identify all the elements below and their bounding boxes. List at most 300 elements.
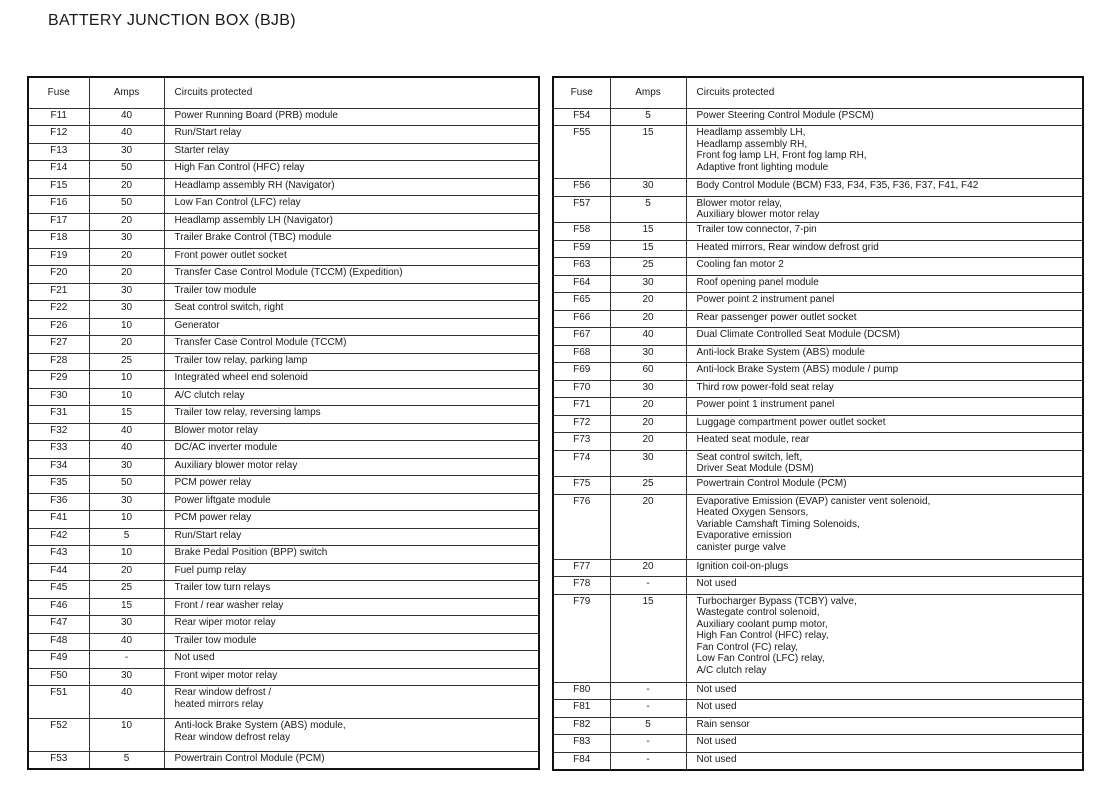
circuits-cell xyxy=(164,616,539,634)
circuit-line: Headlamp assembly RH (Navigator) xyxy=(174,179,335,191)
fuse-cell: F71 xyxy=(553,398,610,416)
table-row xyxy=(553,179,1083,197)
fuse-cell: F45 xyxy=(28,581,89,599)
amps-cell: 20 xyxy=(610,293,686,311)
amps-cell: 20 xyxy=(89,563,164,581)
table-row xyxy=(553,328,1083,346)
circuits-cell xyxy=(164,651,539,669)
circuit-line: Headlamp assembly LH (Navigator) xyxy=(174,214,333,226)
fuse-cell: F44 xyxy=(28,563,89,581)
fuse-cell: F83 xyxy=(553,735,610,753)
amps-cell: 30 xyxy=(610,380,686,398)
table-row xyxy=(28,248,539,266)
amps-cell: 5 xyxy=(89,528,164,546)
amps-cell: 50 xyxy=(89,196,164,214)
circuit-line: Front wiper motor relay xyxy=(174,669,278,681)
table-row xyxy=(553,363,1083,381)
circuit-line: Rear wiper motor relay xyxy=(174,617,276,628)
table-row xyxy=(553,310,1083,328)
fuse-cell: F51 xyxy=(28,686,89,719)
circuits-cell xyxy=(164,318,539,336)
table-row xyxy=(28,441,539,459)
circuits-cell xyxy=(686,717,1083,735)
table-row xyxy=(553,494,1083,559)
circuits-cell xyxy=(686,594,1083,682)
circuit-line: Headlamp assembly RH, xyxy=(696,138,808,150)
circuit-line: Auxiliary blower motor relay xyxy=(174,459,298,471)
amps-cell: 40 xyxy=(610,328,686,346)
circuit-line: Front power outlet socket xyxy=(174,249,287,261)
circuits-cell xyxy=(686,752,1083,770)
amps-cell: 50 xyxy=(89,476,164,494)
fuse-cell: F32 xyxy=(28,423,89,441)
table-row xyxy=(28,231,539,249)
amps-cell: 30 xyxy=(610,450,686,477)
amps-cell: 10 xyxy=(89,719,164,752)
amps-cell: 40 xyxy=(89,441,164,459)
amps-cell: 20 xyxy=(610,398,686,416)
circuit-line: Driver Seat Module (DSM) xyxy=(696,463,814,474)
table-row xyxy=(28,301,539,319)
amps-cell: 20 xyxy=(89,336,164,354)
fuse-cell: F52 xyxy=(28,719,89,752)
circuits-cell xyxy=(686,415,1083,433)
table-row xyxy=(28,406,539,424)
amps-cell: 30 xyxy=(610,275,686,293)
table-row xyxy=(28,476,539,494)
circuits-cell xyxy=(164,581,539,599)
circuit-line: Trailer tow relay, parking lamp xyxy=(174,354,308,366)
table-row xyxy=(28,108,539,126)
amps-cell: 30 xyxy=(89,616,164,634)
table-row xyxy=(28,143,539,161)
circuit-line: A/C clutch relay xyxy=(174,389,245,401)
amps-cell: 15 xyxy=(89,598,164,616)
amps-cell: - xyxy=(89,651,164,669)
circuit-line: DC/AC inverter module xyxy=(174,442,278,453)
fuse-cell: F26 xyxy=(28,318,89,336)
circuit-line: Cooling fan motor 2 xyxy=(696,259,784,270)
circuit-line: Front fog lamp LH, Front fog lamp RH, xyxy=(696,150,867,161)
table-row xyxy=(553,735,1083,753)
circuit-line: Not used xyxy=(696,701,737,712)
circuit-line: Headlamp assembly LH, xyxy=(696,127,806,138)
table-row xyxy=(28,719,539,752)
circuits-cell xyxy=(164,283,539,301)
amps-cell: 25 xyxy=(610,258,686,276)
amps-cell: - xyxy=(610,682,686,700)
fuse-cell: F17 xyxy=(28,213,89,231)
amps-cell: 30 xyxy=(89,283,164,301)
table-row xyxy=(28,388,539,406)
circuits-cell xyxy=(164,231,539,249)
amps-cell: 10 xyxy=(89,318,164,336)
fuse-cell: F74 xyxy=(553,450,610,477)
circuits-cell xyxy=(164,196,539,214)
amps-cell: 50 xyxy=(89,161,164,179)
fuse-cell: F84 xyxy=(553,752,610,770)
table-row xyxy=(553,477,1083,495)
table-row xyxy=(28,546,539,564)
circuits-cell xyxy=(686,179,1083,197)
fuse-cell: F59 xyxy=(553,240,610,258)
circuits-cell xyxy=(164,476,539,494)
amps-cell: 40 xyxy=(89,423,164,441)
amps-cell: 15 xyxy=(610,126,686,179)
amps-cell: 10 xyxy=(89,388,164,406)
circuit-line: Trailer tow connector, 7-pin xyxy=(696,224,817,235)
table-row xyxy=(553,559,1083,577)
circuits-cell xyxy=(164,458,539,476)
amps-cell: - xyxy=(610,752,686,770)
circuit-line: Blower motor relay xyxy=(174,424,258,436)
amps-cell: 40 xyxy=(89,126,164,144)
fuse-cell: F73 xyxy=(553,433,610,451)
circuits-cell xyxy=(164,633,539,651)
fuse-cell: F33 xyxy=(28,441,89,459)
circuit-line: Rear window defrost relay xyxy=(174,731,291,743)
table-row xyxy=(28,458,539,476)
circuits-cell xyxy=(686,328,1083,346)
fuse-cell: F69 xyxy=(553,363,610,381)
fuse-cell: F30 xyxy=(28,388,89,406)
circuit-line: Brake Pedal Position (BPP) switch xyxy=(174,547,328,558)
circuit-line: Trailer Brake Control (TBC) module xyxy=(174,232,332,243)
amps-cell: 20 xyxy=(89,248,164,266)
circuits-cell xyxy=(164,423,539,441)
amps-cell: 20 xyxy=(610,433,686,451)
fuse-cell: F41 xyxy=(28,511,89,529)
fuse-cell: F28 xyxy=(28,353,89,371)
circuits-cell xyxy=(164,301,539,319)
amps-cell: 20 xyxy=(89,213,164,231)
circuits-cell xyxy=(164,126,539,144)
fuse-cell: F14 xyxy=(28,161,89,179)
fuse-cell: F68 xyxy=(553,345,610,363)
circuits-cell xyxy=(686,293,1083,311)
fuse-cell: F22 xyxy=(28,301,89,319)
circuits-cell xyxy=(164,686,539,719)
table-row xyxy=(553,682,1083,700)
table-row xyxy=(553,258,1083,276)
circuit-line: Fan Control (FC) relay, xyxy=(696,641,799,653)
fuse-cell: F20 xyxy=(28,266,89,284)
circuits-cell xyxy=(164,668,539,686)
circuits-cell xyxy=(164,406,539,424)
table-row xyxy=(28,336,539,354)
amps-cell: 20 xyxy=(610,559,686,577)
fuse-cell: F31 xyxy=(28,406,89,424)
circuit-line: Heated mirrors, Rear window defrost grid xyxy=(696,241,879,253)
fuse-cell: F81 xyxy=(553,700,610,718)
amps-cell: 40 xyxy=(89,633,164,651)
table-row xyxy=(553,293,1083,311)
circuits-cell xyxy=(686,577,1083,595)
circuit-line: Starter relay xyxy=(174,144,229,156)
circuit-line: High Fan Control (HFC) relay, xyxy=(696,630,829,641)
circuit-line: Transfer Case Control Module (TCCM) (Expedition) xyxy=(174,267,403,278)
table-row xyxy=(28,178,539,196)
circuits-cell xyxy=(164,719,539,752)
circuits-cell xyxy=(164,266,539,284)
circuit-line: Trailer tow module xyxy=(174,284,257,296)
circuit-line: Run/Start relay xyxy=(174,127,242,138)
table-row xyxy=(28,528,539,546)
fuse-cell: F54 xyxy=(553,108,610,126)
fuse-cell: F19 xyxy=(28,248,89,266)
fuse-cell: F29 xyxy=(28,371,89,389)
circuit-line: Heated seat module, rear xyxy=(696,434,810,445)
circuit-line: Variable Camshaft Timing Solenoids, xyxy=(696,518,860,530)
amps-cell: 5 xyxy=(89,752,164,770)
table-row xyxy=(553,717,1083,735)
table-row xyxy=(28,633,539,651)
circuits-cell xyxy=(686,258,1083,276)
table-row xyxy=(28,581,539,599)
circuit-line: heated mirrors relay xyxy=(174,698,264,710)
fuse-cell: F13 xyxy=(28,143,89,161)
fuse-column-header: Fuse xyxy=(28,77,89,108)
circuits-cell xyxy=(686,559,1083,577)
circuit-line: Low Fan Control (LFC) relay xyxy=(174,197,301,208)
fuse-cell: F21 xyxy=(28,283,89,301)
fuse-cell: F64 xyxy=(553,275,610,293)
amps-cell: 10 xyxy=(89,546,164,564)
amps-cell: 30 xyxy=(89,143,164,161)
circuit-line: Run/Start relay xyxy=(174,529,242,541)
circuit-line: canister purge valve xyxy=(696,541,786,553)
circuit-line: Not used xyxy=(174,652,215,663)
table-row xyxy=(28,651,539,669)
table-row xyxy=(28,563,539,581)
amps-cell: 30 xyxy=(610,345,686,363)
fuse-cell: F36 xyxy=(28,493,89,511)
table-row xyxy=(553,196,1083,223)
amps-column-header: Amps xyxy=(610,77,686,108)
circuit-line: Low Fan Control (LFC) relay, xyxy=(696,653,825,664)
table-row xyxy=(28,511,539,529)
fuse-cell: F43 xyxy=(28,546,89,564)
circuit-line: Generator xyxy=(174,319,220,331)
circuits-cell xyxy=(164,563,539,581)
circuit-line: PCM power relay xyxy=(174,477,252,488)
circuits-column-header: Circuits protected xyxy=(686,77,1083,108)
table-row xyxy=(28,598,539,616)
circuit-line: Evaporative Emission (EVAP) canister vent solenoid, xyxy=(696,495,931,507)
circuit-line: Power point 1 instrument panel xyxy=(696,399,835,410)
table-row xyxy=(28,752,539,770)
fuse-cell: F34 xyxy=(28,458,89,476)
table-row xyxy=(28,353,539,371)
table-row xyxy=(553,752,1083,770)
circuits-cell xyxy=(164,336,539,354)
fuse-cell: F72 xyxy=(553,415,610,433)
fuse-cell: F35 xyxy=(28,476,89,494)
table-row xyxy=(553,433,1083,451)
circuit-line: Blower motor relay, xyxy=(696,197,782,209)
amps-cell: 15 xyxy=(610,594,686,682)
circuits-cell xyxy=(686,363,1083,381)
amps-cell: 20 xyxy=(89,266,164,284)
table-row xyxy=(553,577,1083,595)
amps-cell: 20 xyxy=(610,415,686,433)
circuits-cell xyxy=(164,371,539,389)
circuit-line: Transfer Case Control Module (TCCM) xyxy=(174,337,347,348)
fuse-cell: F57 xyxy=(553,196,610,223)
amps-cell: 30 xyxy=(89,231,164,249)
circuit-line: Ignition coil-on-plugs xyxy=(696,560,789,572)
circuit-line: Body Control Module (BCM) F33, F34, F35, F36, F37, F41, F42 xyxy=(696,180,979,191)
circuits-cell xyxy=(164,528,539,546)
fuse-cell: F70 xyxy=(553,380,610,398)
table-row xyxy=(553,594,1083,682)
circuit-line: Evaporative emission xyxy=(696,530,792,541)
table-row xyxy=(28,213,539,231)
circuits-cell xyxy=(164,108,539,126)
circuits-cell xyxy=(164,161,539,179)
circuit-line: Turbocharger Bypass (TCBY) valve, xyxy=(696,595,857,607)
circuits-cell xyxy=(164,353,539,371)
circuits-cell xyxy=(164,248,539,266)
circuit-line: High Fan Control (HFC) relay xyxy=(174,162,305,173)
fuse-cell: F67 xyxy=(553,328,610,346)
fuse-cell: F46 xyxy=(28,598,89,616)
circuits-cell xyxy=(164,598,539,616)
table-row xyxy=(28,616,539,634)
circuits-cell xyxy=(686,433,1083,451)
fuse-table-right xyxy=(552,76,1084,771)
amps-cell: 15 xyxy=(89,406,164,424)
fuse-cell: F11 xyxy=(28,108,89,126)
circuit-line: Roof opening panel module xyxy=(696,276,819,288)
table-row xyxy=(553,700,1083,718)
amps-column-header: Amps xyxy=(89,77,164,108)
circuits-cell xyxy=(686,310,1083,328)
table-row xyxy=(28,266,539,284)
table-row xyxy=(553,415,1083,433)
table-row xyxy=(28,318,539,336)
circuits-cell xyxy=(686,275,1083,293)
circuit-line: Luggage compartment power outlet socket xyxy=(696,416,886,428)
fuse-cell: F75 xyxy=(553,477,610,495)
fuse-cell: F49 xyxy=(28,651,89,669)
amps-cell: 5 xyxy=(610,108,686,126)
amps-cell: 40 xyxy=(89,108,164,126)
amps-cell: 30 xyxy=(610,179,686,197)
table-row xyxy=(28,126,539,144)
circuits-cell xyxy=(164,143,539,161)
circuits-cell xyxy=(686,494,1083,559)
table-row xyxy=(553,398,1083,416)
fuse-cell: F66 xyxy=(553,310,610,328)
circuit-line: Trailer tow module xyxy=(174,634,257,646)
circuits-cell xyxy=(164,493,539,511)
circuit-line: Fuel pump relay xyxy=(174,564,247,576)
amps-cell: 25 xyxy=(89,353,164,371)
fuse-cell: F12 xyxy=(28,126,89,144)
amps-cell: 20 xyxy=(89,178,164,196)
table-row xyxy=(553,345,1083,363)
circuits-cell xyxy=(164,388,539,406)
circuits-cell xyxy=(686,126,1083,179)
circuits-cell xyxy=(686,240,1083,258)
amps-cell: 15 xyxy=(610,223,686,241)
amps-cell: 40 xyxy=(89,686,164,719)
circuit-line: Anti-lock Brake System (ABS) module xyxy=(696,346,865,358)
circuit-line: Seat control switch, right xyxy=(174,302,284,313)
circuit-line: Third row power-fold seat relay xyxy=(696,381,834,393)
circuits-cell xyxy=(164,546,539,564)
amps-cell: 30 xyxy=(89,301,164,319)
fuse-cell: F50 xyxy=(28,668,89,686)
circuits-cell xyxy=(686,735,1083,753)
table-header-row xyxy=(553,77,1083,108)
circuit-line: Not used xyxy=(696,753,737,765)
amps-cell: 60 xyxy=(610,363,686,381)
fuse-cell: F78 xyxy=(553,577,610,595)
fuse-cell: F16 xyxy=(28,196,89,214)
table-row xyxy=(28,196,539,214)
circuit-line: Wastegate control solenoid, xyxy=(696,607,820,618)
fuse-cell: F58 xyxy=(553,223,610,241)
table-row xyxy=(28,493,539,511)
circuits-cell xyxy=(164,213,539,231)
circuits-cell xyxy=(686,398,1083,416)
table-row xyxy=(553,450,1083,477)
amps-cell: 5 xyxy=(610,196,686,223)
fuse-cell: F53 xyxy=(28,752,89,770)
circuit-line: Dual Climate Controlled Seat Module (DCSM) xyxy=(696,329,900,340)
circuit-line: PCM power relay xyxy=(174,512,252,523)
fuse-cell: F42 xyxy=(28,528,89,546)
table-row xyxy=(553,108,1083,126)
circuit-line: Not used xyxy=(696,578,737,589)
fuse-cell: F77 xyxy=(553,559,610,577)
fuse-cell: F27 xyxy=(28,336,89,354)
fuse-cell: F79 xyxy=(553,594,610,682)
circuit-line: Powertrain Control Module (PCM) xyxy=(696,478,847,489)
amps-cell: 10 xyxy=(89,371,164,389)
circuit-line: Powertrain Control Module (PCM) xyxy=(174,753,325,764)
circuits-column-header: Circuits protected xyxy=(164,77,539,108)
table-row xyxy=(28,668,539,686)
circuits-cell xyxy=(686,345,1083,363)
circuit-line: Power Steering Control Module (PSCM) xyxy=(696,109,874,121)
table-row xyxy=(28,423,539,441)
circuit-line: Rear passenger power outlet socket xyxy=(696,311,857,323)
fuse-cell: F82 xyxy=(553,717,610,735)
circuits-cell xyxy=(686,196,1083,223)
fuse-cell: F63 xyxy=(553,258,610,276)
fuse-cell: F18 xyxy=(28,231,89,249)
amps-cell: 5 xyxy=(610,717,686,735)
table-row xyxy=(553,275,1083,293)
circuits-cell xyxy=(686,223,1083,241)
amps-cell: 20 xyxy=(610,494,686,559)
circuit-line: Anti-lock Brake System (ABS) module, xyxy=(174,720,346,731)
amps-cell: 30 xyxy=(89,458,164,476)
circuits-cell xyxy=(164,511,539,529)
table-row xyxy=(553,223,1083,241)
amps-cell: 25 xyxy=(89,581,164,599)
table-header-row xyxy=(28,77,539,108)
table-row xyxy=(28,371,539,389)
circuit-line: Rear window defrost / xyxy=(174,687,272,698)
circuit-line: Integrated wheel end solenoid xyxy=(174,372,308,383)
amps-cell: 30 xyxy=(89,668,164,686)
circuits-cell xyxy=(164,178,539,196)
fuse-cell: F80 xyxy=(553,682,610,700)
